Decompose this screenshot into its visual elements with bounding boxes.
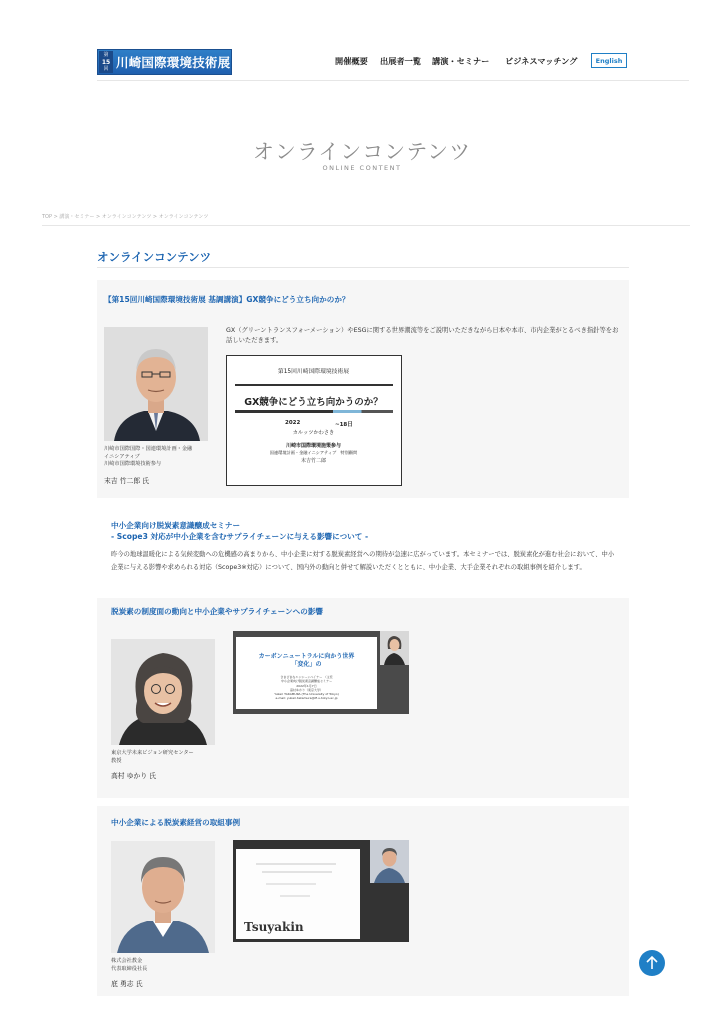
slide-date-left: 2022 xyxy=(285,420,301,426)
logo-badge xyxy=(99,51,113,73)
breadcrumb-divider xyxy=(42,225,690,226)
caption-line: 川崎市国際国際・国連環境計画・金融 xyxy=(104,446,193,452)
site-logo[interactable] xyxy=(97,49,232,75)
video-thumbnail-takamura[interactable] xyxy=(233,631,409,714)
speaker-photo-takamura xyxy=(111,639,215,745)
slide-line: Yukari TAKAMURA (The University of Tokyo) xyxy=(274,692,339,697)
logo-text: 川崎国際環境技術展 xyxy=(116,55,231,70)
caption-line: 代表取締役社長 xyxy=(111,965,148,972)
nav-business-matching[interactable]: ビジネスマッチング xyxy=(505,56,578,66)
speaker-name-1: 末吉 竹二郎 氏 xyxy=(104,477,150,485)
keynote-slide[interactable] xyxy=(226,355,402,486)
nav-seminars[interactable]: 講演・セミナー xyxy=(432,56,490,66)
video-speaker-inset xyxy=(370,840,409,883)
caption-line: 株式会社教金 xyxy=(111,958,143,964)
seminar-heading-2: - Scope3 対応が中小企業を含むサプライチェーンに与える影響について - xyxy=(111,532,369,541)
slide-line: 中小企業向け脱炭素意識醸成セミナー xyxy=(280,679,332,684)
logo-badge-bottom: 回 xyxy=(103,65,109,72)
slide-date-right: ~18日 xyxy=(335,422,353,428)
header-divider xyxy=(97,80,689,81)
speaker-name-2: 高村 ゆかり 氏 xyxy=(111,772,157,780)
slide-rule-color xyxy=(235,410,393,413)
video-thumbnail-tsuyakin[interactable] xyxy=(233,840,409,942)
arrow-up-icon xyxy=(639,950,665,976)
breadcrumb[interactable]: TOP > 講演・セミナー > オンラインコンテンツ > オンラインコンテンツ xyxy=(42,214,209,220)
speaker-caption-3 xyxy=(111,958,231,973)
logo-badge-top: 第 xyxy=(103,51,109,58)
speaker-caption-2 xyxy=(111,750,231,765)
speaker-photo-sueyoshi xyxy=(104,327,208,441)
slide-faint-line xyxy=(266,883,316,885)
video-slide-tsuyakin xyxy=(236,849,360,939)
caption-line: イニシアティブ xyxy=(104,453,140,460)
speaker-caption-1 xyxy=(104,446,224,469)
slide-line1: 川崎市国際環境施策参与 xyxy=(285,443,341,449)
nav-exhibitors[interactable]: 出展者一覧 xyxy=(380,56,421,66)
lecture-heading-3: 中小企業による脱炭素経営の取組事例 xyxy=(111,818,241,827)
video-slide-lines xyxy=(236,675,377,701)
slide-top-text: 第15回川崎国際環境技術展 xyxy=(277,369,350,375)
slide-rule xyxy=(235,384,393,386)
keynote-heading: 【第15回川崎国際環境技術展 基調講演】GX競争にどう立ち向かのか？ xyxy=(104,295,350,304)
caption-line: 東京大学未来ビジョン研究センター xyxy=(111,750,194,756)
slide-line: 2022年1月7日 xyxy=(296,683,317,688)
seminar-heading-1: 中小企業向け脱炭素意識醸成セミナー xyxy=(111,521,241,530)
slide-line3: 末吉竹二郎 xyxy=(300,458,326,464)
slide-place: カルッツかわさき xyxy=(292,430,335,436)
page-subtitle: ONLINE CONTENT xyxy=(322,164,402,172)
speaker-name-3: 底 勇志 氏 xyxy=(111,980,143,988)
slide-faint-line xyxy=(280,895,310,897)
slide-line: 高村ゆかり（東京大学） xyxy=(289,687,323,692)
lecture-heading-2: 脱炭素の制度面の動向と中小企業やサプライチェーンへの影響 xyxy=(111,607,324,616)
nav-overview[interactable]: 開催概要 xyxy=(335,56,368,66)
slide-line2: 国連環境計画・金融イニシアティブ 特別顧問 xyxy=(269,450,358,455)
scroll-top-button[interactable] xyxy=(639,950,665,976)
video-slide-title-2: 「変化」の xyxy=(291,661,322,668)
caption-line: 川崎市国際環境技術参与 xyxy=(104,461,162,467)
speaker-photo-tsuyakin xyxy=(111,841,215,953)
section-divider xyxy=(97,267,629,268)
video-slide-title-1: カーボンニュートラルに向かう世界 xyxy=(258,653,355,660)
video-speaker-inset xyxy=(380,631,409,665)
slide-faint-line xyxy=(262,871,332,873)
logo-badge-num: 15 xyxy=(101,58,111,66)
seminar-description: 昨今の地球温暖化による気候変動への危機感の高まりから、中小企業に対する脱炭素経営への期待が急速に広がっています。本セミナーでは、脱炭素化が進む社会において、中小企業に与える影響や求められる対応（Scope3※対応）について、国内外の動向と併せて解説いただくとともに、中小企業、大手企業それぞれの取組事例を紹介します。 xyxy=(111,551,615,571)
caption-line: 教授 xyxy=(111,757,122,764)
tsuyakin-logo: Tsuyakin xyxy=(244,920,304,934)
slide-title: GX競争にどう立ち向かうのか？ xyxy=(244,397,383,408)
video-slide xyxy=(236,637,377,709)
english-button[interactable]: English xyxy=(591,53,627,68)
keynote-description: GX（グリーントランスフォーメーション）やESGに関する世界潮流等をご説明いただきながら日本や本市、市内企業がとるべき指針等をお話しいただきます。 xyxy=(226,327,619,344)
slide-line: さまざまなエンシーンベイナー （主充 xyxy=(280,675,333,679)
page-title: オンラインコンテンツ xyxy=(252,140,472,164)
slide-line: e-mail: yukari.takamura@ifi.u-tokyo.ac.jp xyxy=(275,696,338,701)
slide-faint-line xyxy=(256,863,336,865)
section-title: オンラインコンテンツ xyxy=(97,250,212,264)
